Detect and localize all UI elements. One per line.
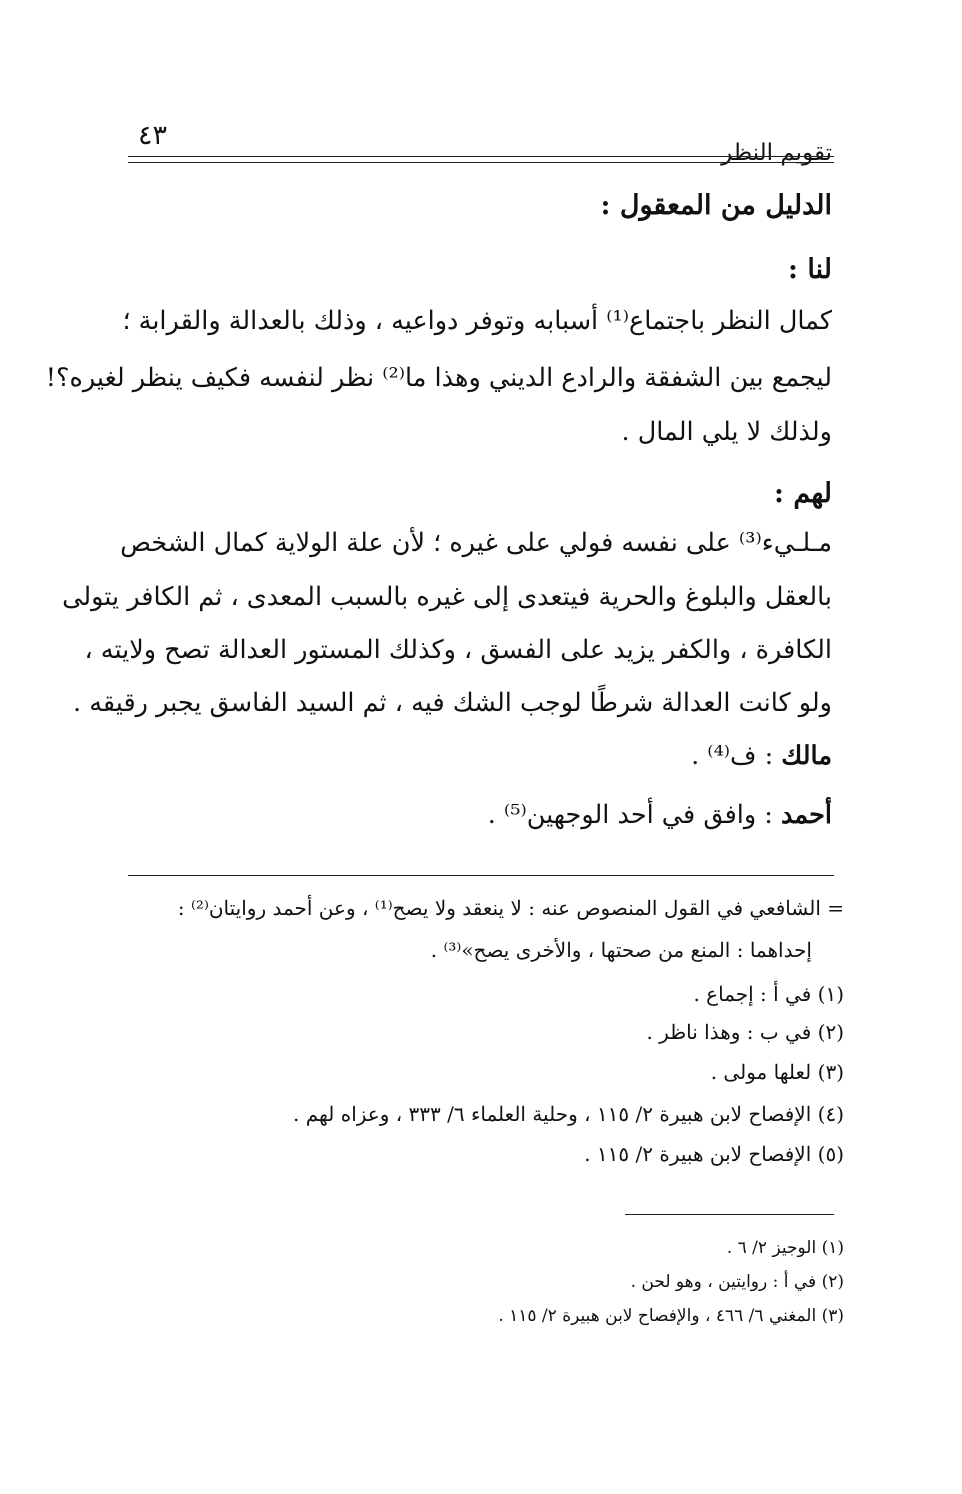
- footnote-2: (٢) في ب : وهذا ناظر .: [646, 1020, 844, 1044]
- ahmad-text: : وافق في أحد الوجهين⁽⁵⁾ .: [487, 800, 782, 830]
- lana-label: لنا :: [788, 254, 832, 285]
- secondary-footnote-1: (١) الوجيز ٢/ ٦ .: [726, 1238, 844, 1258]
- secondary-footnote-separator: [625, 1214, 834, 1215]
- footnote-separator: [128, 875, 834, 876]
- ahmad-opinion: [488, 800, 832, 830]
- malik-text: : ف⁽⁴⁾ .: [691, 741, 782, 771]
- lana-line-2: ليجمع بين الشفقة والرادع الديني وهذا ما⁽²⁾ نظر لنفسه فكيف ينظر لغيره؟!: [45, 363, 832, 393]
- lahum-line-2: بالعقل والبلوغ والحرية فيتعدى إلى غيره بالسبب المعدى ، ثم الكافر يتولى: [62, 582, 832, 612]
- footnote-3: (٣) لعلها مولى .: [710, 1060, 844, 1084]
- header-rule-thin: [128, 162, 834, 163]
- lahum-line-4: ولو كانت العدالة شرطًا لوجب الشك فيه ، ثم السيد الفاسق يجبر رقيقه .: [73, 688, 832, 718]
- lana-line-3: ولذلك لا يلي المال .: [621, 417, 832, 447]
- lana-line-1: كمال النظر باجتماع⁽¹⁾ أسبابه وتوفر دواعيه ، وذلك بالعدالة والقرابة ؛: [122, 306, 832, 336]
- footnote-1: (١) في أ : إجماع .: [693, 982, 844, 1006]
- footnote-line: إحداهما : المنع من صحتها ، والأخرى يصح»⁽³⁾ .: [430, 938, 812, 962]
- malik-label: مالك: [781, 741, 832, 771]
- footnote-4: (٤) الإفصاح لابن هبيرة ٢/ ١١٥ ، وحلية العلماء ٦/ ٣٣٣ ، وعزاه لهم .: [293, 1102, 844, 1126]
- page-number: ٤٣: [138, 120, 168, 151]
- secondary-footnote-3: (٣) المغني ٦/ ٤٦٦ ، والإفصاح لابن هبيرة ٢/ ١١٥ .: [498, 1306, 844, 1326]
- footnote-line: = الشافعي في القول المنصوص عنه : لا ينعقد ولا يصح⁽¹⁾ ، وعن أحمد روايتان⁽²⁾ :: [177, 896, 844, 920]
- header-rule: [128, 156, 834, 157]
- malik-opinion: [691, 741, 832, 771]
- ahmad-label: أحمد: [781, 800, 832, 830]
- running-title: تقويم النظر: [721, 140, 832, 166]
- lahum-line-3: الكافرة ، والكفر يزيد على الفسق ، وكذلك المستور العدالة تصح ولايته ،: [84, 635, 832, 665]
- footnote-5: (٥) الإفصاح لابن هبيرة ٢/ ١١٥ .: [584, 1142, 844, 1166]
- lahum-line-1: مـلـيء⁽³⁾ على نفسه فولي على غيره ؛ لأن علة الولاية كمال الشخص: [120, 528, 832, 558]
- lahum-label: لهم :: [773, 478, 832, 509]
- secondary-footnote-2: (٢) في أ : روايتين ، وهو لحن .: [630, 1272, 844, 1292]
- section-heading: الدليل من المعقول :: [600, 190, 832, 221]
